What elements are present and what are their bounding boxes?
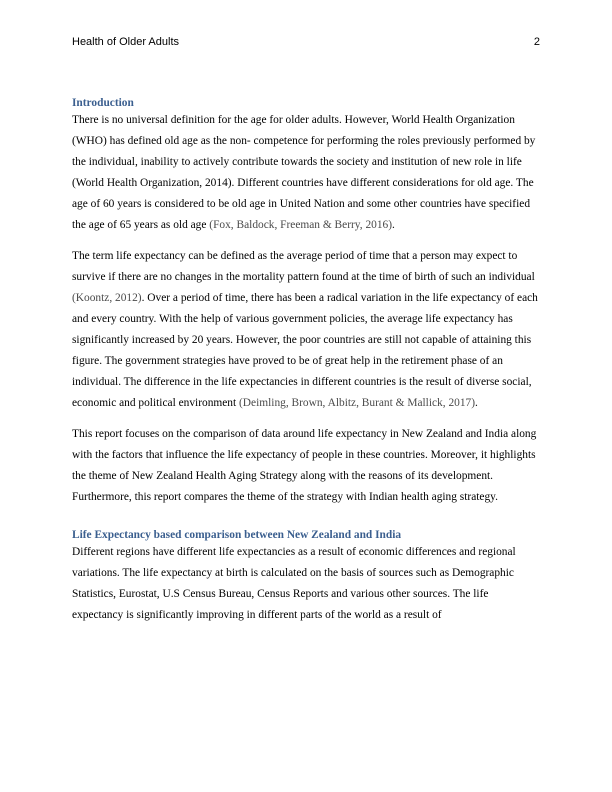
citation: (Koontz, 2012): [72, 292, 142, 304]
paragraph-text-end: .: [392, 219, 395, 231]
citation: (Fox, Baldock, Freeman & Berry, 2016): [209, 219, 393, 231]
paragraph-text-end: .: [475, 397, 478, 409]
paragraph-text: Different regions have different life expectancies as a result of economic differences and regional variations. The life expectancy at birth is calculated on the basis of sources such as Demographic Statistics, Eurostat, U.S Census Bureau, Census Reports and various other sources. The life expectancy is significantly improving in different parts of the world as a result of: [72, 546, 516, 621]
citation: (Deimling, Brown, Albitz, Burant & Mallick, 2017): [239, 397, 476, 409]
paragraph-intro-2: [72, 246, 540, 414]
paragraph-text: The term life expectancy can be defined as the average period of time that a person may expect to survive if there are no changes in the mortality pattern found at the time of birth of such an individual: [72, 250, 535, 283]
paragraph-text: This report focuses on the comparison of data around life expectancy in New Zealand and India along with the factors that influence the life expectancy of people in these countries. Moreover, it highlights the theme of New Zealand Health Aging Strategy along with the reasons of its development. Furthermore, this report compares the theme of the strategy with Indian health aging strategy.: [72, 428, 537, 503]
paragraph-intro-3: [72, 424, 540, 508]
running-title: Health of Older Adults: [72, 36, 180, 48]
paragraph-text: There is no universal definition for the age for older adults. However, World Health Organization (WHO) has defined old age as the non- competence for performing the roles previously performed by the individual, inability to actively contribute towards the society and institution of new role in life (World Health Organization, 2014). Different countries have different considerations for old age. The age of 60 years is considered to be old age in United Nation and some other countries have specified the age of 65 years as old age: [72, 114, 536, 231]
document-body: [72, 96, 540, 626]
running-header: [72, 36, 540, 48]
section-heading-introduction: Introduction: [72, 97, 134, 109]
paragraph-life-expectancy-1: [72, 542, 540, 626]
section-heading-life-expectancy: Life Expectancy based comparison between New Zealand and India: [72, 529, 402, 541]
paragraph-text-mid: . Over a period of time, there has been a radical variation in the life expectancy of each and every country. With the help of various government policies, the average life expectancy has significantly increased by 20 years. However, the poor countries are still not capable of attaining this figure. The government strategies have proved to be of great help in the retirement phase of an individual. The difference in the life expectancies in different countries is the result of diverse social, economic and political environment: [72, 292, 538, 409]
paragraph-intro-1: [72, 110, 540, 236]
page-number: 2: [533, 36, 540, 48]
